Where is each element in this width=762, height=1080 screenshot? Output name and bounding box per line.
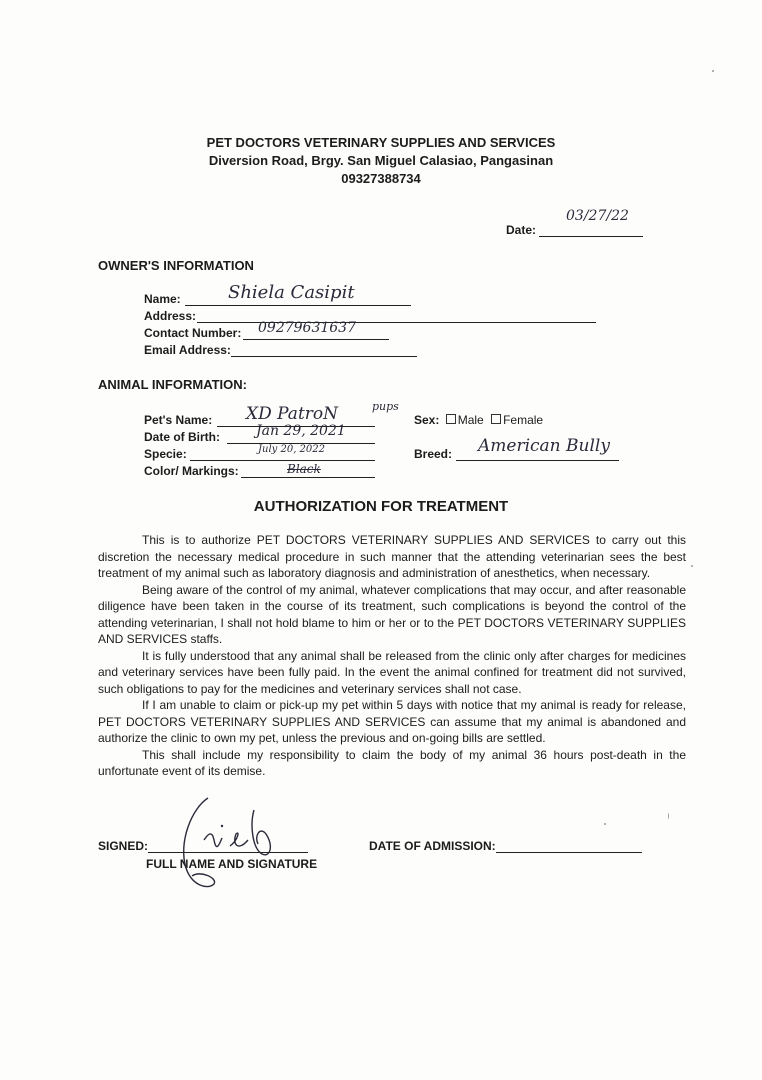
paragraph-3: It is fully understood that any animal shall be released from the clinic only after charges for medicines and veterinary services have been fully paid. In the event the animal confined for treatment did not survived, such obligations to pay for the medicines and veterinary services shall not case. xyxy=(98,648,686,696)
sex-male-checkbox[interactable] xyxy=(446,414,456,424)
clinic-address: Diversion Road, Brgy. San Miguel Calasiao, Pangasinan xyxy=(208,153,554,168)
specie-line xyxy=(190,460,375,461)
dob-label: Date of Birth: xyxy=(144,430,220,444)
sex-field xyxy=(414,413,543,427)
owner-address-line[interactable] xyxy=(197,322,596,323)
owner-name-value[interactable]: Shiela Casipit xyxy=(228,282,355,303)
breed-value[interactable]: American Bully xyxy=(478,436,610,456)
signed-label: SIGNED: xyxy=(98,839,149,853)
sex-female-checkbox[interactable] xyxy=(491,414,501,424)
sex-female-label: Female xyxy=(503,413,544,427)
date-line xyxy=(539,236,643,237)
owner-email-line[interactable] xyxy=(231,356,417,357)
pet-name-label: Pet's Name: xyxy=(144,413,213,427)
signature-sub-label: FULL NAME AND SIGNATURE xyxy=(146,857,318,871)
breed-line xyxy=(456,460,619,461)
owner-contact-label: Contact Number: xyxy=(144,326,242,340)
pet-name-note: pups xyxy=(372,400,399,413)
scan-speck xyxy=(691,565,693,567)
owner-contact-value[interactable]: 09279631637 xyxy=(258,320,356,336)
specie-label: Specie: xyxy=(144,447,187,461)
owner-contact-line xyxy=(243,339,389,340)
clinic-name: PET DOCTORS VETERINARY SUPPLIES AND SERVICES xyxy=(206,135,556,150)
clinic-phone: 09327388734 xyxy=(341,171,421,186)
scan-speck xyxy=(604,823,606,825)
scan-speck xyxy=(712,70,714,72)
breed-label: Breed: xyxy=(414,447,453,461)
specie-value[interactable]: July 20, 2022 xyxy=(258,444,326,455)
pet-name-value[interactable]: XD PatroN xyxy=(246,404,339,424)
handwritten-signature xyxy=(170,790,290,900)
authorization-body xyxy=(98,532,686,780)
owner-name-label: Name: xyxy=(144,292,181,306)
dob-value[interactable]: Jan 29, 2021 xyxy=(256,423,346,439)
color-line xyxy=(241,477,375,478)
color-value[interactable]: Black xyxy=(287,462,321,476)
date-label: Date: xyxy=(506,223,537,237)
sex-label: Sex: xyxy=(414,413,440,427)
color-label: Color/ Markings: xyxy=(144,464,239,478)
admission-line[interactable] xyxy=(496,852,642,853)
authorization-title: AUTHORIZATION FOR TREATMENT xyxy=(253,498,509,515)
admission-label: DATE OF ADMISSION: xyxy=(369,839,496,853)
sex-male-label: Male xyxy=(457,413,484,427)
owner-heading: OWNER'S INFORMATION xyxy=(98,258,254,273)
owner-name-line xyxy=(185,305,411,306)
date-value[interactable]: 03/27/22 xyxy=(566,208,629,224)
paragraph-2: Being aware of the control of my animal, whatever complications that may occur, and after reasonable diligence have been taken in the course of its treatment, such complications is beyond the control of the attending veterinarian, I shall not hold blame to him or her or to the PET DOCTORS VETERINARY SUPPLIES AND SERVICES staffs. xyxy=(98,582,686,646)
owner-email-label: Email Address: xyxy=(144,343,231,357)
paragraph-1: This is to authorize PET DOCTORS VETERINARY SUPPLIES AND SERVICES to carry out this discretion the necessary medical procedure in such manner that the attending veterinarian sees the best treatment of my animal such as laboratory diagnosis and administration of anesthetics, when necessary. xyxy=(98,533,686,580)
owner-address-label: Address: xyxy=(144,309,197,323)
scan-speck xyxy=(668,813,669,819)
paragraph-4: If I am unable to claim or pick-up my pet within 5 days with notice that my animal is ready for release, PET DOCTORS VETERINARY SUPPLIES AND SERVICES can assume that my animal is abandoned and authorize the clinic to own my pet, unless the previous and on-going bills are settled. xyxy=(98,698,686,745)
paragraph-5: This shall include my responsibility to claim the body of my animal 36 hours post-death in the unfortunate event of its demise. xyxy=(98,747,686,778)
animal-heading: ANIMAL INFORMATION: xyxy=(98,377,247,392)
